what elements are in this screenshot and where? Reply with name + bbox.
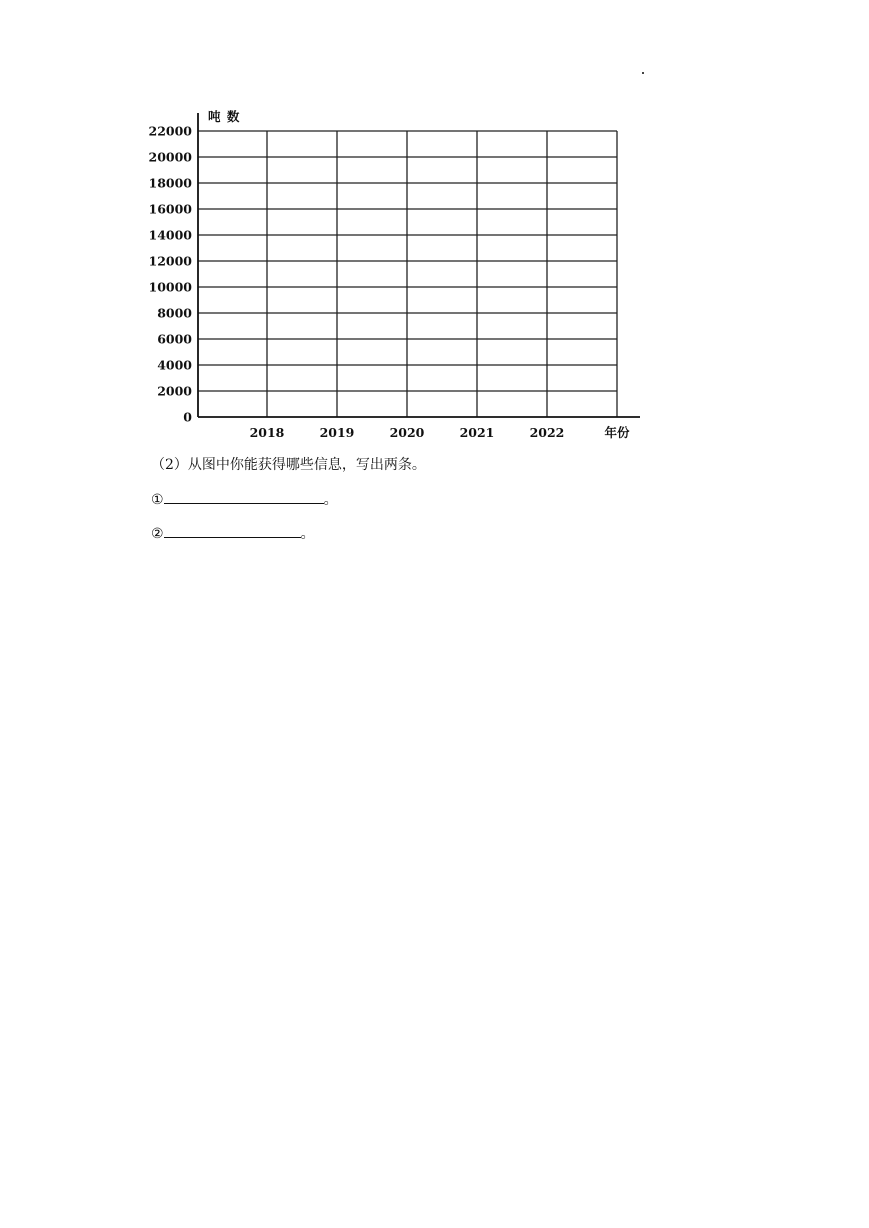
answer-line-1 bbox=[151, 489, 338, 509]
y-tick-label: 16000 bbox=[148, 201, 192, 217]
x-tick-label: 2018 bbox=[249, 425, 285, 440]
x-tick-label: 2020 bbox=[389, 425, 425, 440]
y-tick-label: 4000 bbox=[157, 357, 192, 373]
y-tick-label: 18000 bbox=[148, 175, 192, 191]
y-tick-label: 6000 bbox=[157, 331, 192, 347]
question-prompt: （2）从图中你能获得哪些信息，写出两条。 bbox=[151, 457, 426, 473]
answer-marker-1: ① bbox=[151, 492, 164, 508]
answer-marker-2: ② bbox=[151, 526, 164, 542]
answer-line-2 bbox=[151, 523, 315, 543]
answer-end-1: 。 bbox=[323, 492, 338, 508]
y-tick-label: 20000 bbox=[148, 149, 192, 165]
grid-chart bbox=[0, 0, 869, 460]
y-tick-label: 12000 bbox=[148, 253, 192, 269]
y-tick-label: 8000 bbox=[157, 305, 192, 321]
x-tick-label: 2022 bbox=[529, 425, 565, 440]
answer-blank-2[interactable] bbox=[164, 523, 301, 538]
x-axis-title: 年份 bbox=[604, 425, 630, 440]
answer-end-2: 。 bbox=[300, 526, 315, 542]
y-tick-label: 10000 bbox=[148, 279, 192, 295]
y-axis-title: 吨 数 bbox=[208, 109, 241, 124]
y-tick-label: 22000 bbox=[148, 123, 192, 139]
y-tick-label: 2000 bbox=[157, 383, 192, 399]
y-tick-label: 14000 bbox=[148, 227, 192, 243]
x-tick-label: 2021 bbox=[459, 425, 495, 440]
x-tick-label: 2019 bbox=[319, 425, 355, 440]
answer-blank-1[interactable] bbox=[164, 489, 324, 504]
y-tick-label: 0 bbox=[183, 409, 192, 425]
